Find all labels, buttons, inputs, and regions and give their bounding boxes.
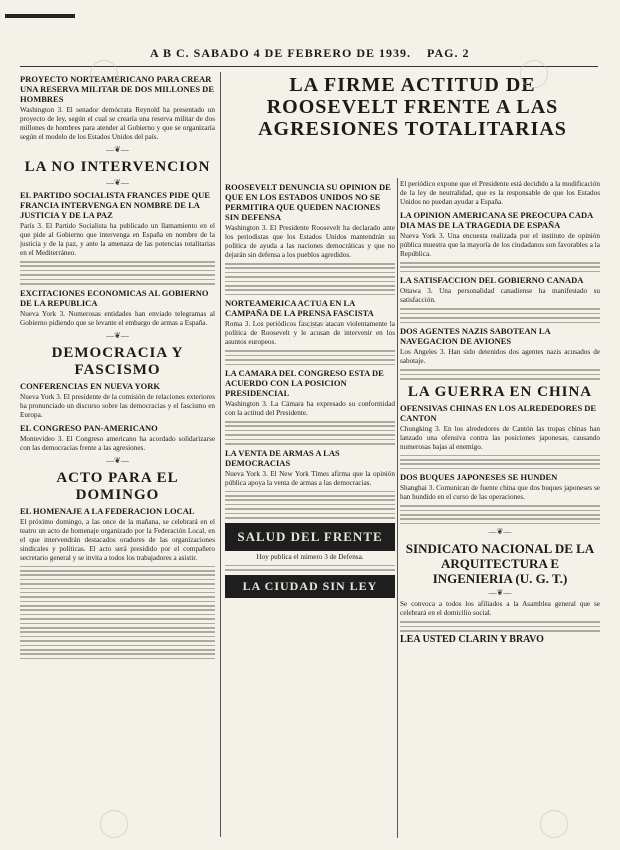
right-column	[400, 180, 600, 842]
article-body: Nueva York 3. El New York Times afirma que la opinión pública apoya la venta de armas a las democracias.	[225, 469, 395, 487]
text-lines	[225, 565, 395, 571]
header-page-number: PAG. 2	[427, 46, 470, 60]
header-date: A B C. SABADO 4 DE FEBRERO DE 1939.	[150, 46, 412, 60]
section-title-no-intervencion: LA NO INTERVENCION	[24, 159, 211, 175]
ornament-icon: —❦—	[106, 330, 129, 340]
article-kicker: EL PARTIDO SOCIALISTA FRANCES PIDE QUE FRANCIA INTERVENGA EN NOMBRE DE LA JUSTICIA Y DE LA PAZ	[20, 190, 210, 220]
section-title-democracia: DEMOCRACIA Y FASCISMO	[51, 344, 184, 378]
text-lines	[20, 566, 215, 660]
article-body: Montevideo 3. El Congreso americano ha acordado solidarizarse con las democracias frente a las agresiones.	[20, 434, 215, 452]
top-rule	[5, 14, 75, 18]
article-body: El periódico expone que el Presidente está decidido a la modificación de la ley de neutralidad, que es la responsable de que los Estados Unidos no puedan ayudar a España.	[400, 180, 600, 206]
ornament-icon: —❦—	[106, 145, 129, 154]
text-lines	[400, 369, 600, 379]
text-lines	[225, 263, 395, 295]
text-lines	[225, 491, 395, 519]
article-kicker: DOS BUQUES JAPONESES SE HUNDEN	[400, 472, 558, 483]
article-kicker: OFENSIVAS CHINAS EN LOS ALREDEDORES DE CANTON	[400, 402, 597, 423]
watermark-stamp-icon	[520, 60, 548, 88]
watermark-stamp-icon	[300, 300, 328, 328]
ornament-icon: —❦—	[106, 455, 129, 465]
text-lines	[400, 308, 600, 323]
ornament-icon: —❦—	[488, 588, 512, 598]
text-lines	[20, 261, 215, 285]
article-kicker: CONFERENCIAS EN NUEVA YORK	[20, 380, 161, 391]
article-body: Washington 3. El Presidente Roosevelt ha declarado ante los periodistas que los Estados Unidos mantendrán su política de ayuda a las naciones democráticas y que no dejarán sin defensa a los pueblos agredidos.	[225, 224, 395, 259]
section-title-sindicato: SINDICATO NACIONAL DE LA ARQUITECTURA E INGENIERIA (U. G. T.)	[405, 541, 595, 587]
text-lines	[225, 350, 395, 365]
article-body: Ottawa 3. Una personalidad canadiense ha manifestado su satisfacción.	[400, 287, 600, 305]
article-body: Shanghai 3. Comunican de fuente china que dos buques japoneses se han hundido en el curso de las operaciones.	[400, 484, 600, 502]
footer-ad: LEA USTED CLARIN Y BRAVO	[400, 633, 544, 645]
article-body: Washington 3. La Cámara ha expresado su conformidad con la actitud del Presidente.	[225, 400, 395, 418]
article-body: Chungking 3. En los alrededores de Cantón las tropas chinas han lanzado una ofensiva contra las posiciones japonesas, causando numerosas bajas al enemigo.	[400, 424, 600, 451]
ornament-icon: —❦—	[106, 178, 129, 187]
article-body: Nueva York 3. Numerosas entidades han enviado telegramas al Gobierno pidiendo que se levante el embargo de armas a España.	[20, 309, 215, 327]
watermark-stamp-icon	[90, 60, 118, 88]
section-title-acto: ACTO PARA EL DOMINGO	[56, 469, 179, 503]
article-body: El próximo domingo, a las once de la mañana, se celebrará en el teatro un acto de homenaje organizado por la Federación Local, en el que intervendrán destacados oradores de las organizaciones sindicales y políticas. El acto será presidido por el compañero secretario general y se invita a todos los trabajadores a asistir.	[20, 517, 215, 562]
article-body: Los Angeles 3. Han sido detenidos dos agentes nazis acusados de sabotaje.	[400, 348, 600, 366]
ad-box-ciudad-sin-ley: LA CIUDAD SIN LEY	[225, 575, 395, 598]
article-body: Roma 3. Los periódicos fascistas atacan violentamente la política de Roosevelt y le acusan de intervenir en los asuntos europeos.	[225, 320, 395, 347]
article-body: Washington 3. El senador demócrata Reynold ha presentado un proyecto de ley, según el cual se crearía una reserva militar de dos millones de hombres para atender al Gobierno y que se organizaría según el modelo de los Estados Unidos del país.	[20, 106, 215, 141]
column-divider	[397, 178, 398, 838]
article-body: Se convoca a todos los afiliados a la Asamblea general que se celebrará en el domicilio social.	[400, 600, 600, 618]
column-divider	[220, 72, 221, 837]
middle-column	[225, 180, 395, 842]
article-kicker: DOS AGENTES NAZIS SABOTEAN LA NAVEGACION DE AVIONES	[400, 326, 551, 347]
ornament-icon: —❦—	[488, 527, 512, 537]
article-kicker: EL CONGRESO PAN-AMERICANO	[20, 422, 158, 433]
article-kicker: LA VENTA DE ARMAS A LAS DEMOCRACIAS	[225, 447, 340, 468]
article-kicker: ROOSEVELT DENUNCIA SU OPINION DE QUE EN LOS ESTADOS UNIDOS NO SE PERMITIRA QUE QUEDEN NACIONES SIN DEFENSA	[225, 182, 391, 222]
article-kicker: PROYECTO NORTEAMERICANO PARA CREAR UNA RESERVA MILITAR DE DOS MILLONES DE HOMBRES	[20, 74, 214, 104]
text-lines	[225, 421, 395, 445]
ad-text: Hoy publica el número 3 de Defensa.	[256, 552, 364, 561]
text-lines	[400, 262, 600, 272]
section-title-guerra-china: LA GUERRA EN CHINA	[407, 383, 593, 400]
article-kicker: NORTEAMERICA ACTUA EN LA CAMPAÑA DE LA PRENSA FASCISTA	[225, 298, 374, 319]
left-column	[20, 72, 215, 842]
page-header	[150, 46, 470, 62]
main-headline: LA FIRME ACTITUD DE ROOSEVELT FRENTE A LAS AGRESIONES TOTALITARIAS	[258, 74, 567, 140]
article-kicker: LA CAMARA DEL CONGRESO ESTA DE ACUERDO CON LA POSICION PRESIDENCIAL	[225, 368, 384, 399]
text-lines	[400, 621, 600, 631]
article-kicker: EXCITACIONES ECONOMICAS AL GOBIERNO DE LA REPUBLICA	[20, 287, 209, 308]
article-kicker: LA OPINION AMERICANA SE PREOCUPA CADA DIA MAS DE LA TRAGEDIA DE ESPAÑA	[400, 210, 593, 230]
text-lines	[400, 505, 600, 524]
article-body: Nueva York 3. Una encuesta realizada por el instituto de opinión pública muestra que la mayoría de los ciudadanos son favorables a la República.	[400, 232, 600, 258]
article-body: París 3. El Partido Socialista ha publicado un llamamiento en el que pide al Gobierno que intervenga en España en nombre de la justicia y de la paz, y ante la amenaza de las potencias totalitarias en el Mediterráneo.	[20, 222, 215, 257]
watermark-stamp-icon	[100, 810, 128, 838]
article-kicker: EL HOMENAJE A LA FEDERACION LOCAL	[20, 505, 195, 516]
text-lines	[400, 455, 600, 470]
watermark-stamp-icon	[540, 810, 568, 838]
article-body: Nueva York 3. El presidente de la comisión de relaciones exteriores ha pronunciado un discurso sobre las democracias y el fascismo en Europa.	[20, 392, 215, 419]
article-kicker: LA SATISFACCION DEL GOBIERNO CANADA	[400, 275, 584, 286]
ad-box-salud-del-frente: SALUD DEL FRENTE	[225, 523, 395, 551]
